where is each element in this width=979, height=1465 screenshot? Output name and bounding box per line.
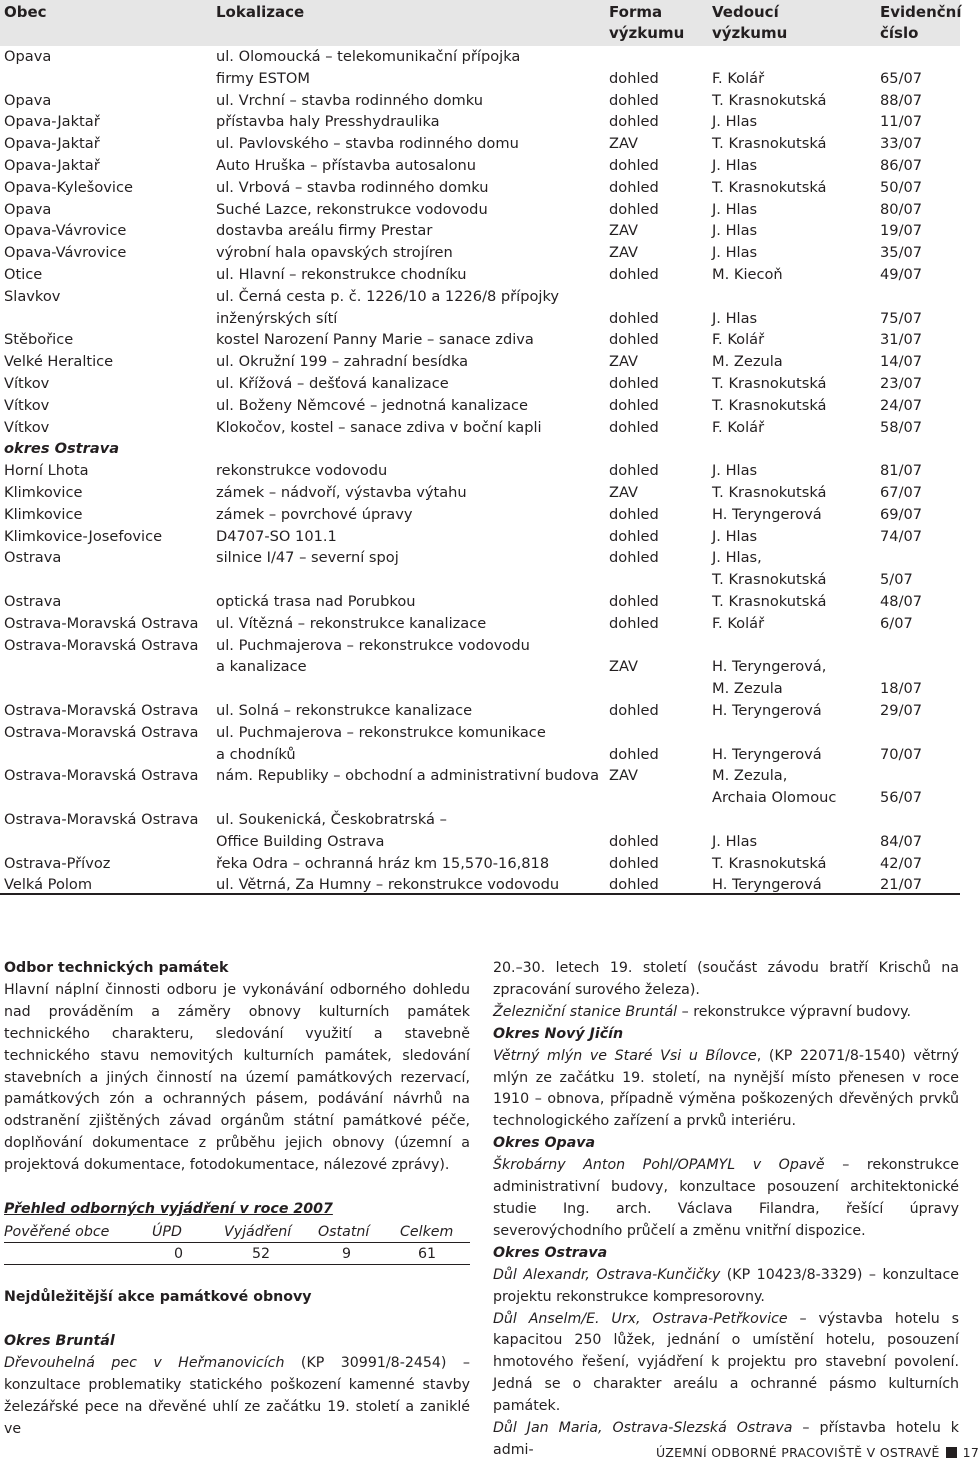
footer-text: ÚZEMNÍ ODBORNÉ PRACOVIŠTĚ V OSTRAVĚ [656,1445,940,1460]
cell-lokalizace: zámek – nádvoří, výstavba výtahu [216,484,467,501]
intro-paragraph: Hlavní náplní činnosti odboru je vykonávání odborného dohledu nad prováděním a záměry obnovy kulturních památek technického charakteru, sledování využití a stavebně technického stavu nemovitých kulturních památek, sledování stavebních a jiných činností na území památkových rezervací, památkových zón a ochranných pásem, podávání návrhů na odstranění zjištěných závad orgánům státní památkové péče, doplňování dokumentace z průběhu jejich obnovy (územní a projektová dokumentace, fotodokumentace, nálezové zprávy). [4,981,470,1174]
cell-forma: dohled [609,418,659,436]
cell-forma: dohled [609,702,659,719]
cell-obec: Slavkov [4,287,61,305]
table-row [0,111,960,133]
table-row [0,199,960,221]
cell-evid: 81/07 [880,462,923,480]
cell-evid: 49/07 [880,266,923,283]
cell-obec: Ostrava-Moravská Ostrava [4,702,199,719]
item-drevouhelna-pec: Dřevouhelná pec v Heřmanovicích (KP 30991/8-2454) – konzultace problematiky statického poškození kamenné stavby železářské pece na dřevěné uhlí ze začátku 19. století a zaniklé ve [4,1354,470,1437]
cell-forma: dohled [609,91,659,109]
cell-vedouci: F. Kolář [712,418,765,436]
stats-value-celkem: 61 [418,1245,437,1262]
cell-obec: Opava-Vávrovice [4,244,127,262]
cell-forma: dohled [609,113,659,131]
cell-evid: 58/07 [880,418,923,436]
cell-lokalizace: a chodníků [216,745,296,763]
cell-obec: Horní Lhota [4,462,89,480]
cell-obec: Velká Polom [4,876,93,894]
table-row [0,744,960,766]
cell-forma: dohled [609,200,659,218]
cell-evid: 19/07 [880,222,923,240]
cell-lokalizace: ul. Vrbová – stavba rodinného domku [216,178,489,196]
cell-obec: Opava [4,200,52,218]
table-row [0,133,960,155]
cell-lokalizace: ul. Křížová – dešťová kanalizace [216,375,449,392]
district-opava: Okres Opava [493,1135,596,1152]
table-bottom-rule [0,893,960,895]
cell-vedouci: J. Hlas [712,462,758,480]
cell-lokalizace: dostavba areálu firmy Prestar [216,222,433,240]
table-row [0,765,960,787]
table-row [0,678,960,700]
cell-evid: 35/07 [880,244,923,262]
cell-vedouci: M. Zezula, [712,767,788,785]
table-row [0,395,960,417]
cell-vedouci: T. Krasnokutská [712,854,827,872]
footer-square-icon [946,1447,957,1458]
table-row [0,177,960,199]
cell-obec: Klimkovice [4,484,83,501]
cell-evid: 48/07 [880,593,923,610]
cell-lokalizace: ul. Hlavní – rekonstrukce chodníku [216,266,467,283]
table-row [0,700,960,722]
header-lokalizace: Lokalizace [216,3,305,21]
stats-table [4,1221,470,1265]
cell-obec: Opava-Vávrovice [4,222,127,240]
stats-title: Přehled odborných vyjádření v roce 2007 [4,1201,333,1218]
table-row [0,613,960,635]
cell-vedouci: H. Teryngerová [712,876,822,894]
cell-lokalizace: Office Building Ostrava [216,832,385,850]
cell-lokalizace: ul. Solná – rekonstrukce kanalizace [216,702,473,719]
cell-lokalizace: přístavba haly Presshydraulika [216,113,440,131]
table-row [0,635,960,657]
cell-lokalizace: ul. Olomoucká – telekomunikační přípojka [216,48,521,65]
cell-vedouci: J. Hlas [712,157,758,174]
cell-forma: ZAV [609,484,639,501]
left-column [4,958,470,1440]
item-vetrny-mlyn: Větrný mlýn ve Staré Vsi u Bílovce, (KP 22071/8-1540) větrný mlýn ze začátku 19. století, na nynější místo přenesen v roce 1910 – obnova, případně výměna poškozených dřevěných prvků technologického zařízení a prvků interiéru. [493,1047,959,1130]
cell-lokalizace: Suché Lazce, rekonstrukce vodovodu [216,200,488,218]
cell-obec: Vítkov [4,396,50,414]
stats-header-vyjadreni: Vyjádření [224,1223,292,1240]
cell-evid: 29/07 [880,702,923,719]
cell-forma: dohled [609,396,659,414]
stats-value-upd: 0 [174,1245,184,1262]
table-row [0,547,960,569]
cell-vedouci: T. Krasnokutská [712,396,827,414]
cell-evid: 14/07 [880,353,923,371]
cell-forma: ZAV [609,353,639,371]
cell-evid: 75/07 [880,309,923,327]
cell-forma: dohled [609,745,659,763]
cell-evid: 18/07 [880,680,923,698]
cell-evid: 84/07 [880,832,923,850]
table-row [0,460,960,482]
cell-evid: 70/07 [880,745,923,763]
cell-forma: dohled [609,331,659,349]
header-evid-1: Evidenční [880,3,962,21]
header-obec: Obec [4,3,47,21]
table-row [0,373,960,395]
cell-evid: 31/07 [880,331,923,349]
table-row [0,46,960,68]
cell-lokalizace: ul. Puchmajerova – rekonstrukce komunikace [216,723,546,741]
cell-forma: ZAV [609,244,639,262]
cell-evid: 69/07 [880,505,923,523]
cell-forma: dohled [609,614,659,632]
header-forma-1: Forma [609,3,663,21]
district-novy-jicin: Okres Nový Jičín [493,1025,624,1042]
cell-vedouci: J. Hlas [712,527,758,545]
item-dul-jan-maria: Důl Jan Maria, Ostrava-Slezská Ostrava – přístavba hotelu k admi- [493,1420,959,1458]
cell-lokalizace: zámek – povrchové úpravy [216,505,413,523]
page-number: 17 [962,1445,979,1460]
cell-vedouci: H. Teryngerová [712,745,822,763]
cell-vedouci: T. Krasnokutská [712,593,827,610]
cell-lokalizace: inženýrských sítí [216,309,338,327]
cell-obec: Vítkov [4,418,50,436]
table-row [0,504,960,526]
cell-obec: Ostrava-Moravská Ostrava [4,811,199,828]
stats-bottom-rule [4,1264,470,1265]
cell-vedouci: J. Hlas [712,309,758,327]
header-vedouci-1: Vedoucí [712,3,779,21]
cell-forma: dohled [609,876,659,894]
cell-evid: 6/07 [880,614,913,632]
cell-lokalizace: rekonstrukce vodovodu [216,462,388,480]
table-row [0,286,960,308]
cell-vedouci: F. Kolář [712,614,765,632]
cell-obec: Ostrava-Moravská Ostrava [4,767,199,785]
cell-forma: dohled [609,593,659,610]
cell-lokalizace: ul. Boženy Němcové – jednotná kanalizace [216,396,529,414]
cell-vedouci: F. Kolář [712,69,765,87]
right-column [493,958,959,1462]
cell-lokalizace: řeka Odra – ochranná hráz km 15,570-16,818 [216,854,550,872]
cell-obec: Opava-Jaktař [4,135,100,153]
cell-vedouci: Archaia Olomouc [712,789,837,807]
cell-vedouci: J. Hlas [712,113,758,131]
cell-evid: 86/07 [880,157,923,174]
cell-lokalizace: silnice I/47 – severní spoj [216,549,399,567]
header-vedouci-2: výzkumu [712,24,788,42]
table-row [0,656,960,678]
cell-obec: Klimkovice-Josefovice [4,527,163,545]
cell-forma: dohled [609,309,659,327]
table-row [0,308,960,330]
item-dul-anselm: Důl Anselm/E. Urx, Ostrava-Petřkovice – výstavba hotelu s kapacitou 250 lůžek, jednání o umístění hotelu, posouzení hmotového řešení, vyjádření k projektu pro stavební povolení. Jedná se o charakter areálu a ochranné pásmo kulturních památek. [493,1310,959,1415]
table-row [0,809,960,831]
cell-evid: 11/07 [880,113,923,131]
cell-vedouci: J. Hlas [712,222,758,240]
actions-heading: Nejdůležitější akce památkové obnovy [4,1288,312,1305]
cell-obec: Stěbořice [4,331,74,349]
cell-vedouci: M. Zezula [712,680,783,698]
cell-forma: dohled [609,549,659,567]
cell-lokalizace: Auto Hruška – přístavba autosalonu [216,157,477,174]
continued-paragraph: 20.–30. letech 19. století (součást závodu bratří Krischů na zpracování surového železa). [493,960,959,998]
item-dul-alexandr: Důl Alexandr, Ostrava-Kunčičky (KP 10423/8-3329) – konzultace projektu rekonstrukce kompresorovny. [493,1266,959,1305]
cell-forma: dohled [609,854,659,872]
cell-vedouci: J. Hlas [712,244,758,262]
cell-forma: dohled [609,266,659,283]
cell-obec: Ostrava [4,549,62,567]
cell-vedouci: M. Kiecoň [712,266,783,283]
cell-vedouci: T. Krasnokutská [712,484,827,501]
table-row [0,831,960,853]
cell-obec: Opava [4,48,52,65]
district-section-label: okres Ostrava [4,440,120,458]
table-row [0,351,960,373]
cell-evid: 67/07 [880,484,923,501]
cell-vedouci: H. Teryngerová, [712,658,827,676]
cell-forma: dohled [609,157,659,174]
cell-obec: Opava-Jaktař [4,157,100,174]
cell-obec: Klimkovice [4,505,83,523]
cell-vedouci: T. Krasnokutská [712,91,827,109]
stats-header-rule [4,1242,470,1243]
cell-evid: 5/07 [880,571,913,589]
cell-lokalizace: ul. Větrná, Za Humny – rekonstrukce vodovodu [216,876,560,894]
table-row [0,264,960,286]
cell-evid: 56/07 [880,789,923,807]
page-footer [656,1445,979,1460]
item-zeleznicni-stanice: Železniční stanice Bruntál – rekonstrukce výpravní budovy. [493,1003,912,1020]
cell-obec: Ostrava [4,593,62,610]
table-row [0,787,960,809]
cell-forma: ZAV [609,135,639,153]
cell-forma: ZAV [609,222,639,240]
stats-value-vyjadreni: 52 [252,1245,271,1262]
cell-evid: 88/07 [880,91,923,109]
table-header [0,0,960,46]
cell-vedouci: M. Zezula [712,353,783,371]
table-row [0,417,960,439]
cell-forma: ZAV [609,658,639,676]
cell-vedouci: H. Teryngerová [712,702,822,719]
cell-evid: 80/07 [880,200,923,218]
cell-obec: Vítkov [4,375,50,392]
cell-vedouci: J. Hlas, [712,549,762,567]
header-forma-2: výzkumu [609,24,685,42]
cell-forma: dohled [609,832,659,850]
cell-vedouci: J. Hlas [712,832,758,850]
cell-obec: Velké Heraltice [4,353,114,371]
table-row [0,722,960,744]
table-row [0,329,960,351]
cell-obec: Ostrava-Moravská Ostrava [4,636,199,654]
cell-lokalizace: ul. Puchmajerova – rekonstrukce vodovodu [216,636,530,654]
cell-lokalizace: a kanalizace [216,658,307,676]
item-skrobarny: Škrobárny Anton Pohl/OPAMYL v Opavě – rekonstrukce administrativní budovy, konzultace posouzení architektonické studie Ing. arch. Václava Filandra, řešící úpravy severovýchodního průčelí a změnu vnitřní dispozice. [493,1157,959,1239]
stats-header-obce: Pověřené obce [4,1223,110,1240]
table-row [0,68,960,90]
cell-vedouci: H. Teryngerová [712,505,822,523]
cell-lokalizace: ul. Vrchní – stavba rodinného domku [216,91,484,109]
cell-lokalizace: D4707-SO 101.1 [216,527,337,545]
cell-lokalizace: ul. Černá cesta p. č. 1226/10 a 1226/8 přípojky [216,287,560,305]
table-row [0,90,960,112]
section-heading: Odbor technických památek [4,960,229,976]
table-row [0,438,960,460]
cell-vedouci: T. Krasnokutská [712,135,827,153]
cell-vedouci: J. Hlas [712,200,758,218]
cell-obec: Opava-Kylešovice [4,178,133,196]
cell-forma: dohled [609,527,659,545]
cell-evid: 50/07 [880,178,923,196]
cell-evid: 65/07 [880,69,923,87]
cell-evid: 24/07 [880,396,923,414]
cell-vedouci: T. Krasnokutská [712,375,827,392]
cell-forma: dohled [609,69,659,87]
cell-vedouci: T. Krasnokutská [712,571,827,589]
cell-forma: dohled [609,178,659,196]
cell-lokalizace: nám. Republiky – obchodní a administrativní budova [216,767,600,785]
table-row [0,482,960,504]
stats-header-celkem: Celkem [400,1223,454,1240]
cell-lokalizace: ul. Okružní 199 – zahradní besídka [216,353,469,371]
stats-value-ostatni: 9 [342,1245,352,1262]
cell-obec: Opava [4,91,52,109]
district-bruntal: Okres Bruntál [4,1332,115,1349]
table-row [0,591,960,613]
cell-obec: Ostrava-Moravská Ostrava [4,614,199,632]
cell-vedouci: T. Krasnokutská [712,178,827,196]
cell-lokalizace: firmy ESTOM [216,69,310,87]
cell-lokalizace: ul. Soukenická, Českobratrská – [216,811,447,828]
cell-forma: ZAV [609,767,639,785]
cell-lokalizace: ul. Pavlovského – stavba rodinného domu [216,135,519,153]
cell-evid: 33/07 [880,135,923,153]
cell-evid: 21/07 [880,876,923,894]
table-row [0,155,960,177]
cell-forma: dohled [609,462,659,480]
cell-vedouci: F. Kolář [712,331,765,349]
cell-obec: Ostrava-Přívoz [4,854,111,872]
table-row [0,853,960,875]
stats-header-upd: ÚPD [152,1223,182,1240]
cell-obec: Opava-Jaktař [4,113,100,131]
cell-lokalizace: ul. Vítězná – rekonstrukce kanalizace [216,614,487,632]
cell-obec: Ostrava-Moravská Ostrava [4,723,199,741]
cell-lokalizace: kostel Narození Panny Marie – sanace zdiva [216,331,534,349]
table-row [0,220,960,242]
stats-header-ostatni: Ostatní [318,1223,370,1240]
cell-forma: dohled [609,375,659,392]
cell-evid: 74/07 [880,527,923,545]
cell-lokalizace: optická trasa nad Porubkou [216,593,416,610]
table-row [0,526,960,548]
cell-obec: Otice [4,266,43,283]
table-row [0,569,960,591]
cell-lokalizace: Klokočov, kostel – sanace zdiva v boční kapli [216,418,542,436]
cell-forma: dohled [609,505,659,523]
district-ostrava: Okres Ostrava [493,1244,608,1261]
cell-evid: 23/07 [880,375,923,392]
cell-evid: 42/07 [880,854,923,872]
table-row [0,242,960,264]
header-evid-2: číslo [880,24,919,42]
cell-lokalizace: výrobní hala opavských strojíren [216,244,453,262]
